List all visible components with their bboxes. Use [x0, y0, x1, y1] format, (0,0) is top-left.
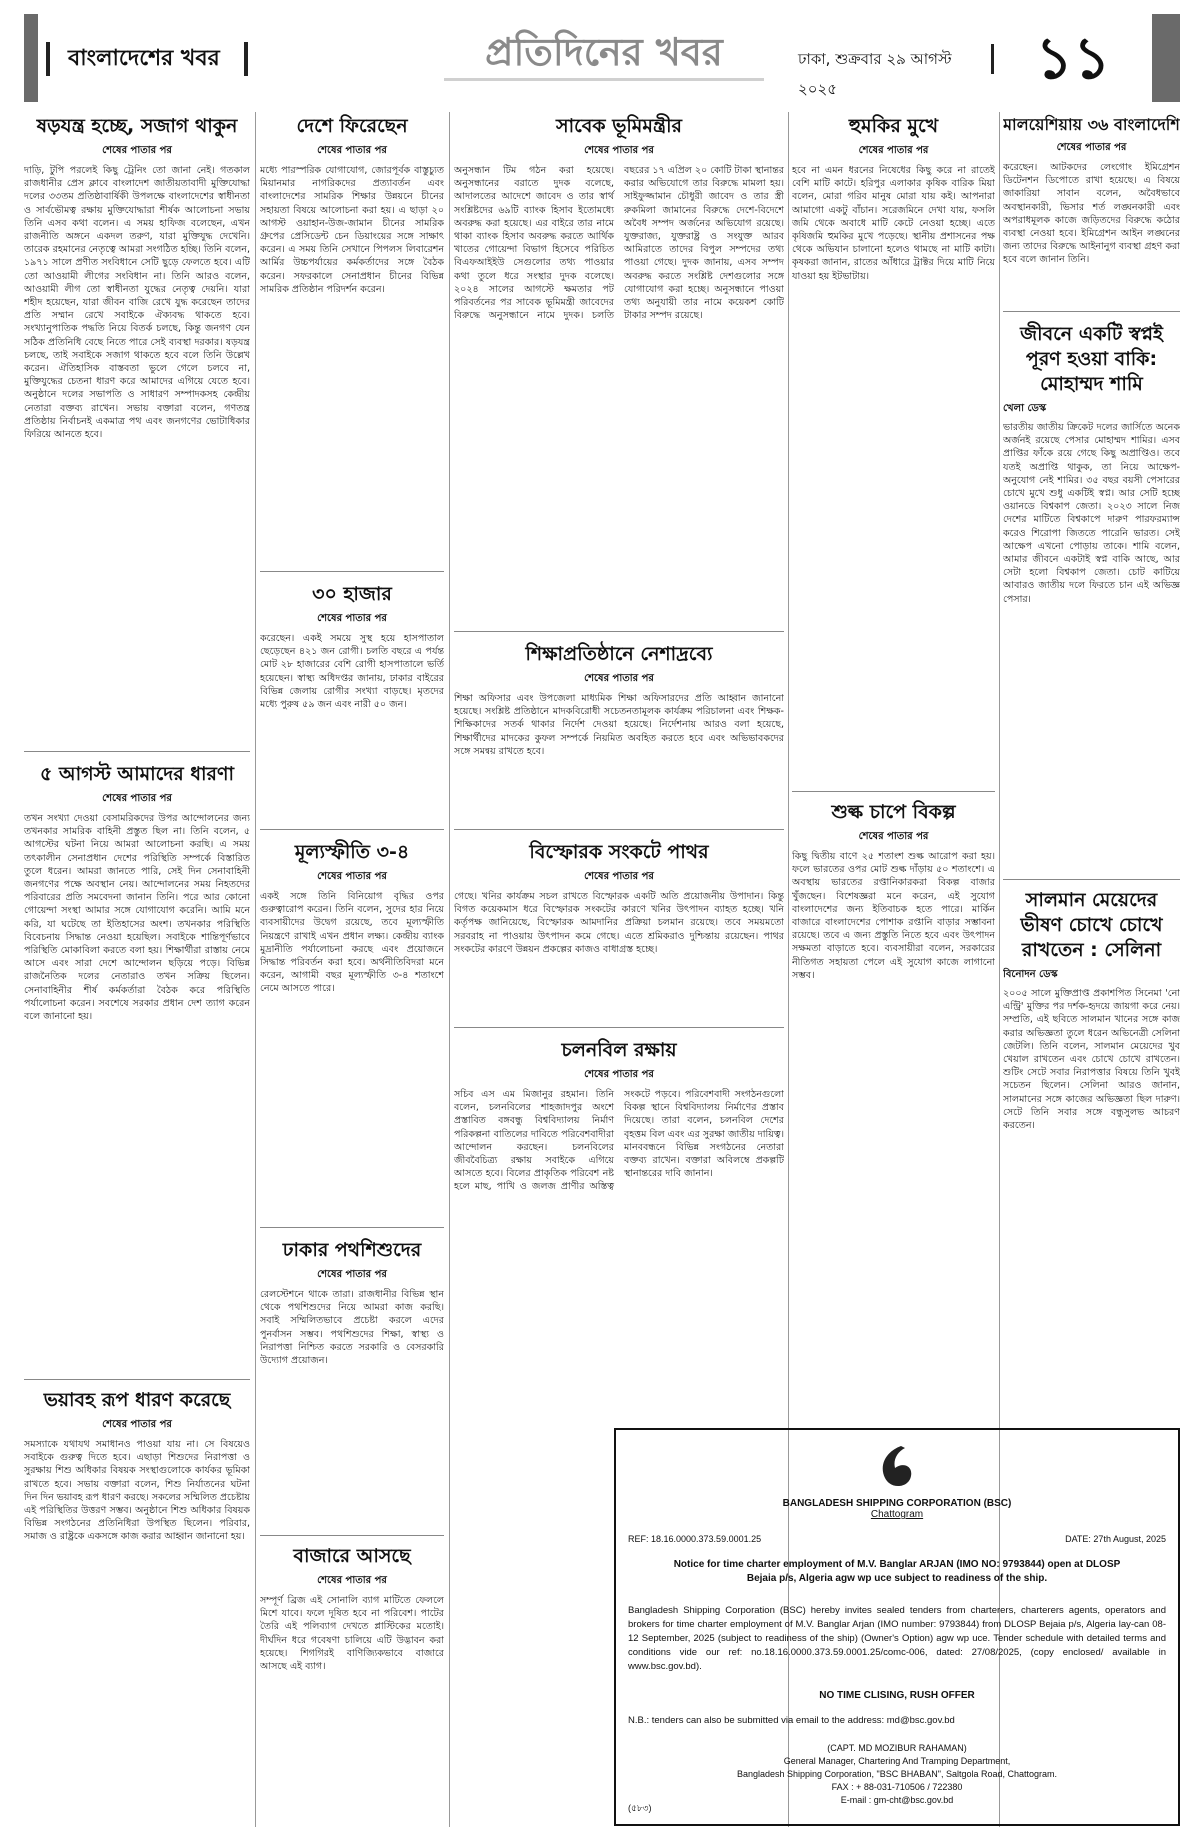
continued-from: শেষের পাতার পর: [584, 871, 654, 882]
column-4: [792, 112, 995, 1422]
continued-from: শেষের পাতার পর: [102, 145, 172, 156]
article-headline[interactable]: সাবেক ভূমিমন্ত্রীর: [556, 115, 682, 137]
article-headline[interactable]: চলনবিল রক্ষায়: [561, 1039, 677, 1061]
continued-from: শেষের পাতার পর: [584, 1069, 654, 1080]
article-body: করেছেন। আটকদের লেংগোং ইমিগ্রেশন ডিটেনশন ডিপোতে রাখা হয়েছে। এ বিষয়ে জাকারিয়া সাবান বলেন, অবৈধভাবে অবস্থানকারী, ভিসার শর্ত লঙ্ঘনকারী এবং অপরাধমূলক কাজে জড়িতদের বিরুদ্ধে কঠোর ব্যবস্থা নেওয়া হবে। ইমিগ্রেশন আইন লঙ্ঘনের জন্য তাদের বিরুদ্ধে আইনানুগ ব্যবস্থা গ্রহণ করা হবে বলে জানান তিনি।: [1003, 162, 1180, 266]
article-body: সম্পূর্ণ ব্রিজ এই সোনালি ব্যাগ মাটিতে ফেললে মিশে যাবে। ফলে দূষিত হবে না পরিবেশ। পাটের তৈরি এই পলিব্যাগ দেখতে প্লাস্টিকের মতোই। দীর্ঘদিন ধরে গবেষণা চালিয়ে এটি উদ্ভাবন করা হয়েছে। শিগগিরই বাণিজ্যিকভাবে বাজারে আসছে এই ব্যাগ।: [260, 1595, 444, 1673]
article-headline[interactable]: বিস্ফোরক সংকটে পাথর: [529, 841, 709, 863]
article: [454, 838, 784, 1028]
continued-from: শেষের পাতার পর: [317, 871, 387, 882]
signatory-name: (CAPT. MD MOZIBUR RAHAMAN): [827, 1743, 967, 1753]
column-2: [260, 112, 444, 1827]
ad-date: DATE: 27th August, 2025: [1065, 1534, 1166, 1544]
continued-from: শেষের পাতার পর: [317, 613, 387, 624]
continued-from: শেষের পাতার পর: [317, 1575, 387, 1586]
article-headline[interactable]: মূল্যস্ফীতি ৩-৪: [294, 841, 410, 863]
article-headline[interactable]: জীবনে একটি স্বপ্নই পূরণ হওয়া বাকি: মোহাম্মদ শামি: [1020, 323, 1163, 395]
article-headline[interactable]: দেশে ফিরেছেন: [296, 115, 408, 137]
article: [24, 112, 250, 752]
article-headline[interactable]: ষড়যন্ত্র হচ্ছে, সজাগ থাকুন: [36, 115, 238, 137]
ad-body: Bangladesh Shipping Corporation (BSC) hereby invites sealed tenders from charterers, charterers agents, operators and brokers for time charter employment of M.V. Banglar Arjan (IMO number: 9793844) from DLOSP Bejaia p/s, Algeria lay-can 08-12 September, 2025 (subject to readiness of the ship) (Owner's Option) agw wp uce. Tender schedule with detailed terms and conditions vide our ref: no.18.16.0000.373.59.0001.25/comc-006, dated: 27/08/2025, (copy enclosed/ available in www.bsc.gov.bd).: [628, 1605, 1166, 1672]
article-headline[interactable]: বাজারে আসছে: [293, 1545, 411, 1567]
issue-date: ঢাকা, শুক্রবার ২৯ আগস্ট ২০২৫: [794, 44, 994, 74]
ad-no-extension: NO TIME CLISING, RUSH OFFER: [819, 1690, 975, 1701]
ad-notice-title: Notice for time charter employment of M.V. Banglar ARJAN (IMO NO: 9793844) open at DLOSP Bejaia p/s, Algeria agw wp uce subject to readiness of the ship.: [673, 1559, 1121, 1584]
article-headline[interactable]: মালয়েশিয়ায় ৩৬ বাংলাদেশি: [1003, 115, 1180, 134]
continued-from: শেষের পাতার পর: [317, 145, 387, 156]
article: [260, 580, 444, 830]
article-headline[interactable]: ভয়াবহ রূপ ধারণ করেছে: [43, 1389, 231, 1411]
continued-from: শেষের পাতার পর: [584, 145, 654, 156]
byline: খেলা ডেস্ক: [1003, 403, 1047, 414]
article-headline[interactable]: শিক্ষাপ্রতিষ্ঠানে নেশাদ্রব্যে: [525, 643, 713, 665]
column-rule: [255, 112, 256, 1827]
ad-reference: REF: 18.16.0000.373.59.0001.25: [628, 1534, 762, 1544]
article-body: হবে না এমন ধরনের নিষেধের কিছু করে না রাতেই বেশি মাটি কাটে। হরিপুর এলাকার কৃষিক বারিক মিয়া বলেন, মোরা গরিব মানুষ মোরা যায় কই। আপনারা আমাগো একটু বাঁচান। সরেজমিনে দেখা যায়, ফসলি জমি থেকে অবাধে মাটি কেটে নেওয়া হচ্ছে। এতে কৃষিজমি হুমকির মুখে পড়েছে। স্থানীয় প্রশাসনের পক্ষ থেকে অভিযান চালানো হলেও থামছে না মাটি কাটা। কৃষকরা জানান, রাতের আঁধারে ট্রাক্টর দিয়ে মাটি নিয়ে যাওয়া হয় ইটভাটায়।: [792, 165, 995, 282]
section-title: বাংলাদেশের খবর: [46, 42, 248, 76]
article: [1003, 320, 1180, 880]
masthead-right-bar: [1152, 14, 1180, 102]
article-body: কিছু দ্বিতীয় বাণে ২৫ শতাংশ শুল্ক আরোপ করা হয়। ফলে ভারতের ওপর মোট শুল্ক দাঁড়ায় ৫০ শতাংশে। এ অবস্থায় ভারতের রপ্তানিকারকরা বিকল্প বাজার খুঁজছেন। বিশেষজ্ঞরা মনে করেন, এই সুযোগ বাংলাদেশের জন্য ইতিবাচক হতে পারে। মার্কিন বাজারে বাংলাদেশের পোশাক রপ্তানি বাড়ার সম্ভাবনা রয়েছে। তবে এ জন্য প্রস্তুতি নিতে হবে এবং উৎপাদন সক্ষমতা বাড়াতে হবে। ব্যবসায়ীরা বলেন, সরকারের নীতিগত সহায়তা পেলে এই সুযোগ কাজে লাগানো সম্ভব।: [792, 851, 995, 981]
ad-signature: [628, 1742, 1166, 1807]
signatory-email[interactable]: E-mail : gm-cht@bsc.gov.bd: [840, 1795, 954, 1805]
article: [454, 640, 784, 830]
byline: বিনোদন ডেস্ক: [1003, 969, 1058, 980]
ad-code: (৫৮৩): [628, 1803, 652, 1813]
article-body: সচিব এস এম মিজানুর রহমান। তিনি বলেন, চলনবিলের শাহজাদপুর অংশে প্রস্তাবিত বঙ্গবন্ধু বিশ্ববিদ্যালয় নির্মাণ পরিকল্পনা বাতিলের দাবিতে পরিবেশবাদীরা আন্দোলন করছেন। চলনবিলের জীববৈচিত্র্য রক্ষায় সবাইকে এগিয়ে আসতে হবে। বিলের প্রাকৃতিক পরিবেশ নষ্ট হলে মাছ, পাখি ও জলজ প্রাণীর অস্তিত্ব সংকটে পড়বে। পরিবেশবাদী সংগঠনগুলো বিকল্প স্থানে বিশ্ববিদ্যালয় নির্মাণের প্রস্তাব দিয়েছে। তারা বলেন, চলনবিল দেশের বৃহত্তম বিল এবং এর সুরক্ষা জাতীয় দায়িত্ব। মানববন্ধনে বিভিন্ন সংগঠনের নেতারা বক্তব্য রাখেন। বক্তারা অবিলম্বে প্রকল্পটি স্থানান্তরের দাবি জানান।: [454, 1089, 784, 1193]
continued-from: শেষের পাতার পর: [102, 793, 172, 804]
article-body: ভারতীয় জাতীয় ক্রিকেট দলের জার্সিতে অনেক অর্জনই রয়েছে পেসার মোহাম্মদ শামির। এসব প্রাপ্তির ফাঁকে রয়ে গেছে কিছু অপ্রাপ্তিও। তবে যতই অপ্রাপ্তি থাকুক, তা নিয়ে আক্ষেপ-অনুযোগ নেই শামির। ৩৫ বছর বয়সী পেসারের চোখে মুখে শুধু একটিই স্বপ্ন। আর সেটি হচ্ছে ওয়ানডে বিশ্বকাপ জেতা। ২০২৩ সালে নিজ দেশের মাটিতে বিশ্বকাপে দারুণ পারফরম্যান্স করেও শিরোপা জিততে পারেনি ভারত। সেই আক্ষেপ এখনো পোড়ায় তাকে। শামি বলেন, আমার জীবনে একটাই স্বপ্ন বাকি আছে, আর সেটা হলো বিশ্বকাপ জেতা। চোট কাটিয়ে আবারও জাতীয় দলে ফিরতে চান এই অভিজ্ঞ পেসার।: [1003, 422, 1180, 605]
article: [454, 1036, 784, 1436]
signatory-title: General Manager, Chartering And Tramping Department,: [783, 1756, 1011, 1766]
ad-organization: BANGLADESH SHIPPING CORPORATION (BSC): [782, 1498, 1012, 1509]
article-body: সমস্যাকে যথাযথ সমাধানও পাওয়া যায় না। সে বিষয়েও সবাইকে গুরুত্ব দিতে হবে। এছাড়া শিশুদের নিরাপত্তা ও সুরক্ষায় শিশু অধিকার বিষয়ক সংস্থাগুলোকে কার্যকর ভূমিকা রাখতে হবে। সভায় বক্তারা বলেন, শিশু নির্যাতনের ঘটনা দিন দিন ভয়াবহ রূপ ধারণ করছে। সকলের সম্মিলিত প্রচেষ্টায় এই পরিস্থিতির উত্তরণ সম্ভব। অনুষ্ঠানে শিশু অধিকার বিষয়ক বিভিন্ন সংগঠনের প্রতিনিধিরা উপস্থিত ছিলেন। পরিবার, সমাজ ও রাষ্ট্রকে একসঙ্গে কাজ করার আহ্বান জানানো হয়।: [24, 1439, 250, 1543]
column-rule: [449, 112, 450, 1827]
signatory-address: Bangladesh Shipping Corporation, "BSC BHABAN", Saltgola Road, Chattogram.: [736, 1769, 1058, 1779]
signatory-fax: FAX : + 88-031-710506 / 722380: [831, 1782, 963, 1792]
masthead: [24, 14, 1180, 102]
article: [260, 838, 444, 1228]
article: [1003, 888, 1180, 1140]
article: [1003, 112, 1180, 312]
article-body: অনুসন্ধান টিম গঠন করা হয়েছে। অনুসন্ধানের বরাতে দুদক বলেছে, আদালতের আদেশে জাবেদ ও তার স্বার্থ সংশ্লিষ্টদের ৬৯টি ব্যাংক হিসাব ইতোমধ্যে অবরুদ্ধ করা হয়েছে। এর বাইরে তার নামে থাকা ব্যাংক হিসাব অবরুদ্ধ করতে আর্থিক খাতের গোয়েন্দা বিভাগ হিসেবে পরিচিত বিএফআইইউ সেগুলোর তথ্য পাওয়ার কথা তুলে ধরে সংস্থার দুদক বলেছে। ২০২৪ সালের আগস্টে ক্ষমতার পট পরিবর্তনের পর সাবেক ভূমিমন্ত্রী জাবেদের বিরুদ্ধে অনুসন্ধানে নামে দুদক। চলতি বছরের ১৭ এপ্রিল ২০ কোটি টাকা স্থানান্তর করার অভিযোগে তার বিরুদ্ধে মামলা হয়। সাইফুজ্জামান চৌধুরী জাবেদ ও তার স্ত্রী রুকমিলা জামানের বিরুদ্ধে দেশে-বিদেশে অবৈধ সম্পদ অর্জনের অভিযোগ রয়েছে। যুক্তরাজ্য, যুক্তরাষ্ট্র ও সংযুক্ত আরব আমিরাতে তাদের বিপুল সম্পদের তথ্য পাওয়া গেছে। দুদক জানায়, এসব সম্পদ অবরুদ্ধ করতে সংশ্লিষ্ট দেশগুলোর সঙ্গে যোগাযোগ করা হচ্ছে। অনুসন্ধানে পাওয়া তথ্য অনুযায়ী তার নামে কয়েকশ কোটি টাকার সম্পদ রয়েছে।: [454, 165, 784, 322]
article-headline[interactable]: হুমকির মুখে: [848, 115, 939, 137]
article-headline[interactable]: ঢাকার পথশিশুদের: [282, 1239, 422, 1261]
ad-note: N.B.: tenders can also be submitted via email to the address: md@bsc.gov.bd: [628, 1715, 955, 1726]
continued-from: শেষের পাতার পর: [1056, 142, 1127, 153]
continued-from: শেষের পাতার পর: [858, 831, 929, 842]
page-number: ১১: [1035, 24, 1111, 92]
article: [24, 1388, 250, 1552]
article-body: দাড়ি, টুপি পরলেই কিছু ট্রেনিং তো জানা নেই। গতকাল রাজধানীর প্রেস ক্লাবে বাংলাদেশ জাতীয়তাবাদী মুক্তিযোদ্ধা দলের ৩৩তম প্রতিষ্ঠাবার্ষিকী উপলক্ষে বাংলাদেশের স্বাধীনতা ও সার্বভৌমত্ব রক্ষায় মুক্তিযোদ্ধারা শীর্ষক আলোচনা সভায় তিনি এসব কথা বলেন। এ সময় হাফিজ বলেছেন, এখন রাজনীতি অঙ্গনে একদল তরুণ, যারা মুক্তিযুদ্ধ দেখেনি। তারেক রহমানের নেতৃত্বে আমরা সংগঠিত হচ্ছি। তিনি বলেন, ১৯৭১ সালে প্রণীত সংবিধানে সেটি ছুড়ে ফেলতে হবে। এটি তো আওয়ামী লীগের সংবিধান না। তিনি আরও বলেন, আওয়ামী লীগ তো স্বাধীনতা যুদ্ধের নেতৃত্ব দেয়নি। যারা শহীদ হয়েছেন, যারা জীবন বাজি রেখে যুদ্ধ করেছেন তাদের প্রতি সম্মান রেখে সবাইকে ঐক্যবদ্ধ থাকতে হবে। সংখ্যানুপাতিক পদ্ধতি নিয়ে বিতর্ক চলছে, কিন্তু জনগণ যেন সঠিক প্রতিনিধি বেছে নিতে পারে সেই ব্যবস্থা দরকার। ষড়যন্ত্র চলছে, তাই সবাইকে সজাগ থাকতে হবে বলে তিনি উল্লেখ করেন। ঐতিহাসিক বাস্তবতা ভুলে গেলে চলবে না, মুক্তিযুদ্ধের চেতনা ধারণ করে আমাদের এগিয়ে যেতে হবে। অনুষ্ঠানে দলের সভাপতি ও সাধারণ সম্পাদকসহ কেন্দ্রীয় নেতারা বক্তব্য রাখেন। সভায় বক্তারা বলেন, গণতন্ত্র প্রতিষ্ঠায় নির্বাচনই একমাত্র পথ এবং জনগণের ভোটাধিকার ফিরিয়ে আনতে হবে।: [24, 165, 250, 441]
article-body: একই সঙ্গে তিনি বিনিয়োগ বৃদ্ধির ওপর গুরুত্বারোপ করেন। তিনি বলেন, সুদের হার নিয়ে ব্যবসায়ীদের উদ্বেগ রয়েছে, তবে মূল্যস্ফীতি নিয়ন্ত্রণে রাখাই এখন প্রধান লক্ষ্য। কেন্দ্রীয় ব্যাংক মুদ্রানীতি পর্যালোচনা করছে এবং প্রয়োজনে সিদ্ধান্ত পরিবর্তন করা হবে। অর্থনীতিবিদরা মনে করেন, আগামী বছর মূল্যস্ফীতি ৩-৪ শতাংশে নেমে আসতে পারে।: [260, 891, 444, 995]
article: [260, 112, 444, 572]
page-banner: প্রতিদিনের খবর: [444, 26, 764, 81]
ad-ref-row: [628, 1534, 1166, 1544]
column-1: [24, 112, 250, 1827]
ad-city: Chattogram: [870, 1509, 924, 1520]
article-headline[interactable]: সালমান মেয়েদের ভীষণ চোখে চোখে রাখতেন : সেলিনা: [1020, 889, 1163, 961]
article-headline[interactable]: ৩০ হাজার: [312, 583, 392, 605]
article-body: মধ্যে পারস্পরিক যোগাযোগ, জোরপূর্বক বাস্তুচ্যুত মিয়ানমার নাগরিকদের প্রত্যাবর্তন এবং বাংলাদেশের সামরিক শিক্ষার উন্নয়নে চীনের সহায়তা বিষয়ে আলোচনা করা হয়। এ ছাড়া ২০ আগস্ট ওয়াহান-উজ-জামান চীনের সামরিক গ্রুপের প্রেসিডেন্ট চেন ডিয়াংয়ের সঙ্গে সাক্ষাৎ করেন। এ সময় তিনি সেখানে পিপলস লিবারেশন আর্মির উচ্চপর্যায়ের কর্মকর্তাদের সঙ্গে বৈঠক করেন। সফরকালে সেনাপ্রধান চীনের বিভিন্ন সামরিক প্রতিষ্ঠান পরিদর্শন করেন।: [260, 165, 444, 295]
article: [260, 1544, 444, 1681]
article: [792, 112, 995, 792]
article: [260, 1236, 444, 1536]
continued-from: শেষের পাতার পর: [102, 1419, 172, 1430]
article-body: তখন সংখ্যা দেওয়া বেসামরিকদের উপর আন্দোলনের জন্য তখনকার সামরিক বাহিনী প্রস্তুত ছিল না। তিনি বলেন, ৫ আগস্টের ঘটনা নিয়ে আমরা আলোচনা করছি। এ সময় তৎকালীন সেনাপ্রধান দেশের পরিস্থিতি সম্পর্কে বিস্তারিত তুলে ধরেন। আমরা জানতে পারি, সেই দিন সেনাবাহিনী জনগণের পক্ষে অবস্থান নেয়। আন্দোলনের সময় নিহতদের পরিবারের প্রতি সমবেদনা জানান তিনি। পরে আর কোনো গোয়েন্দা সংস্থা আমার সঙ্গে যোগাযোগ করেনি। আমি মনে করি, যা ঘটেছে তা ইতিহাসের অংশ। তখনকার পরিস্থিতি বিবেচনায় সিদ্ধান্ত নেওয়া হয়েছিল। সবাইকে শান্তিপূর্ণভাবে পরিস্থিতি মোকাবিলা করতে বলা হয়। শিক্ষার্থীরা রাস্তায় নেমে আসে এবং সারা দেশে আন্দোলন ছড়িয়ে পড়ে। বিভিন্ন রাজনৈতিক দলের নেতারাও তখন সক্রিয় ছিলেন। সেনাবাহিনীর শীর্ষ কর্মকর্তারা বৈঠক করে পরিস্থিতি পর্যালোচনা করেন। সবশেষে সরকার প্রধান দেশ ত্যাগ করেন বলে জানানো হয়।: [24, 813, 250, 1023]
article-body: গেছে। খনির কার্যক্রম সচল রাখতে বিস্ফোরক একটি অতি প্রয়োজনীয় উপাদান। কিন্তু বিগত কয়েকমাস ধরে বিস্ফোরক সংকটের কারণে খনির উৎপাদন ব্যাহত হচ্ছে। খনি কর্তৃপক্ষ জানিয়েছে, বিস্ফোরক আমদানির প্রক্রিয়া চলমান রয়েছে। তবে সময়মতো সরবরাহ না পাওয়ায় উৎপাদন কমে গেছে। এতে শ্রমিকরাও দুশ্চিন্তায় রয়েছেন। পাথর সংকটের কারণে উন্নয়ন প্রকল্পের কাজও বাধাগ্রস্ত হচ্ছে।: [454, 891, 784, 955]
article: [454, 112, 784, 632]
article-headline[interactable]: শুল্ক চাপে বিকল্প: [831, 801, 956, 823]
bsc-logo-icon: [871, 1442, 923, 1494]
article-body: করেছেন। একই সময়ে সুস্থ হয়ে হাসপাতাল ছেড়েছেন ৪২১ জন রোগী। চলতি বছরে এ পর্যন্ত মোট ২৮ হাজারের বেশি রোগী হাসপাতালে ভর্তি হয়েছেন। স্বাস্থ্য অধিদপ্তর জানায়, ঢাকার বাইরের বিভিন্ন জেলায় রোগীর সংখ্যা বাড়ছে। মৃতদের মধ্যে পুরুষ ৫৯ জন এবং নারী ৫০ জন।: [260, 633, 444, 711]
continued-from: শেষের পাতার পর: [317, 1269, 387, 1280]
column-5: [1003, 112, 1180, 1422]
continued-from: শেষের পাতার পর: [584, 673, 654, 684]
article: [792, 800, 995, 990]
article-body: রেলস্টেশনে থাকে তারা। রাজধানীর বিভিন্ন স্থান থেকে পথশিশুদের নিয়ে আমরা কাজ করছি। সবাই সম্মিলিতভাবে প্রচেষ্টা করলে এদের পুনর্বাসন সম্ভব। পথশিশুদের শিক্ষা, স্বাস্থ্য ও নিরাপত্তা নিশ্চিত করতে সরকারি ও বেসরকারি উদ্যোগ প্রয়োজন।: [260, 1289, 444, 1367]
article-body: শিক্ষা অফিসার এবং উপজেলা মাধ্যমিক শিক্ষা অফিসারদের প্রতি আহ্বান জানানো হয়েছে। সংশ্লিষ্ট প্রতিষ্ঠানে মাদকবিরোধী সচেতনতামূলক কার্যক্রম পরিচালনা এবং শিক্ষক-শিক্ষিকাদের সতর্ক থাকার নির্দেশ দেওয়া হয়েছে। নির্দেশনায় আরও বলা হয়েছে, শিক্ষার্থীদের মাদকের কুফল সম্পর্কে নিয়মিত অবহিত করতে হবে এবং অভিভাবকদের সঙ্গে সমন্বয় রাখতে হবে।: [454, 693, 784, 757]
article-body: ২০০৫ সালে মুক্তিপ্রাপ্ত প্রকাশপিত সিনেমা 'নো এন্ট্রি' মুক্তির পর দর্শক-হৃদয়ে জায়গা করে নেয়। সম্প্রতি, এই ছবিতে সালমান খানের সঙ্গে কাজ করার অভিজ্ঞতা তুলে ধরেন অভিনেত্রী সেলিনা জেটলি। তিনি বলেন, সালমান মেয়েদের খুব খেয়াল রাখতেন এবং চোখে চোখে রাখতেন। শুটিং সেটে সবার নিরাপত্তার বিষয়ে তিনি খুবই সচেতন ছিলেন। সেলিনা আরও জানান, সালমানের সঙ্গে কাজের অভিজ্ঞতা ছিল দারুণ। সেটে তিনি সবার সঙ্গে বন্ধুসুলভ আচরণ করতেন।: [1003, 988, 1180, 1132]
continued-from: শেষের পাতার পর: [858, 145, 929, 156]
article: [24, 760, 250, 1380]
masthead-left-bar: [24, 14, 38, 102]
article-headline[interactable]: ৫ আগস্ট আমাদের ধারণা: [40, 763, 234, 785]
tender-advertisement: [614, 1428, 1180, 1826]
